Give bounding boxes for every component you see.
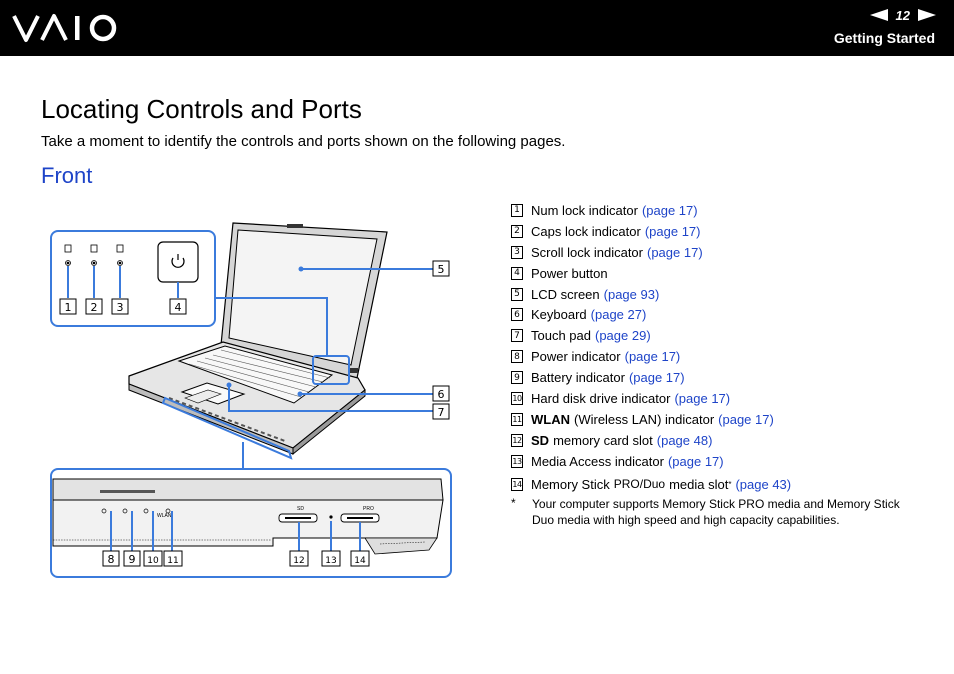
section-subtitle: Front xyxy=(41,163,93,188)
legend-item: 10 Hard disk drive indicator (page 17) xyxy=(512,390,731,406)
legend-number: 2 xyxy=(511,225,523,238)
svg-text:4: 4 xyxy=(174,301,182,314)
page-link[interactable]: (page 48) xyxy=(656,432,713,448)
footnote-marker: * xyxy=(728,479,732,489)
svg-text:10: 10 xyxy=(147,556,159,566)
legend-number: 14 xyxy=(512,479,522,489)
legend-item: 2 Caps lock indicator (page 17) xyxy=(511,221,931,242)
svg-text:7: 7 xyxy=(437,406,445,419)
callout-7 xyxy=(433,404,449,419)
page-link[interactable]: (page 43) xyxy=(735,476,792,492)
callout-14 xyxy=(351,551,369,566)
page-link[interactable]: (page 17) xyxy=(641,202,698,218)
callout-4 xyxy=(170,299,186,314)
page-link[interactable]: (page 17) xyxy=(628,370,685,386)
header-bar xyxy=(0,0,954,56)
legend-item: 7 Touch pad (page 29) xyxy=(511,325,931,346)
page-link[interactable]: (page 17) xyxy=(624,349,681,365)
callout-5 xyxy=(433,261,449,276)
triangle-right-icon[interactable] xyxy=(918,9,936,21)
svg-text:13: 13 xyxy=(325,556,337,566)
legend-item: 3 Scroll lock indicator (page 17) xyxy=(511,242,931,263)
section-label: Getting Started xyxy=(833,30,935,46)
legend-item: 5 LCD screen (page 93) xyxy=(511,284,931,305)
svg-text:PRO: PRO xyxy=(363,506,374,512)
callout-11 xyxy=(164,551,182,566)
svg-text:12: 12 xyxy=(293,556,305,566)
intro-text: Take a moment to identify the controls and ports shown on the following pages. xyxy=(41,133,566,150)
svg-text:11: 11 xyxy=(167,556,179,566)
scroll-lock-icon xyxy=(117,245,123,266)
power-button-icon xyxy=(158,242,198,282)
legend-item: 6 Keyboard (page 27) xyxy=(511,304,931,325)
callout-8 xyxy=(103,551,119,566)
vaio-logo xyxy=(12,12,122,44)
triangle-left-icon[interactable] xyxy=(870,9,888,21)
svg-text:14: 14 xyxy=(354,556,366,566)
legend-number: 7 xyxy=(511,329,523,342)
callout-1 xyxy=(60,299,76,314)
callout-9 xyxy=(124,551,140,566)
page-navigator xyxy=(870,6,936,24)
svg-text:1: 1 xyxy=(64,301,72,314)
callout-10 xyxy=(144,551,162,566)
parts-legend xyxy=(511,200,931,497)
svg-text:2: 2 xyxy=(90,301,98,314)
callout-6 xyxy=(433,386,449,401)
legend-number: 10 xyxy=(512,393,522,403)
legend-item: 8 Power indicator (page 17) xyxy=(511,346,931,367)
callout-12 xyxy=(290,551,308,566)
callout-3 xyxy=(112,299,128,314)
legend-item: 9 Battery indicator (page 17) xyxy=(511,367,931,388)
legend-item: 1 Num lock indicator (page 17) xyxy=(511,200,931,221)
svg-text:6: 6 xyxy=(437,388,445,401)
legend-number: 5 xyxy=(511,288,523,301)
laptop-front-figure xyxy=(45,220,465,585)
legend-item: 11 WLAN (Wireless LAN) indicator (page 17) xyxy=(512,411,774,427)
page-title: Locating Controls and Ports xyxy=(41,94,362,124)
svg-text:WLAN: WLAN xyxy=(157,513,172,519)
callout-13 xyxy=(322,551,340,566)
callout-2 xyxy=(86,299,102,314)
legend-number: 6 xyxy=(511,308,523,321)
legend-number: 11 xyxy=(512,414,522,424)
legend-number: 9 xyxy=(511,371,523,384)
page-link[interactable]: (page 29) xyxy=(595,328,651,344)
page-link[interactable]: (page 27) xyxy=(590,307,647,323)
page-link[interactable]: (page 93) xyxy=(603,286,660,302)
num-lock-icon xyxy=(65,245,71,266)
legend-number: 4 xyxy=(511,267,523,280)
legend-number: 12 xyxy=(512,435,522,445)
legend-number: 3 xyxy=(511,246,523,259)
page-link[interactable]: (page 17) xyxy=(644,223,701,239)
legend-item: 12 SD memory card slot (page 48) xyxy=(512,432,713,448)
page-number: 12 xyxy=(895,7,910,23)
page-link[interactable]: (page 17) xyxy=(647,244,703,260)
page-link[interactable]: (page 17) xyxy=(667,453,724,469)
legend-item: 4 Power button xyxy=(511,263,931,284)
svg-text:SD: SD xyxy=(297,506,304,512)
caps-lock-icon xyxy=(91,245,97,266)
svg-text:9: 9 xyxy=(128,553,136,566)
legend-number: 13 xyxy=(512,456,522,466)
legend-number: 1 xyxy=(511,204,523,217)
footnote-text: Your computer supports Memory Stick PRO media and Memory Stick Duo media with high speed and high capacity capabilities. xyxy=(532,497,900,527)
svg-text:8: 8 xyxy=(107,553,115,566)
legend-item: 13 Media Access indicator (page 17) xyxy=(512,453,724,469)
legend-number: 8 xyxy=(511,350,523,363)
footnote xyxy=(511,496,911,528)
legend-item: 14 Memory Stick PRO/Duo media slot * (page 43) xyxy=(512,476,792,492)
page-link[interactable]: (page 17) xyxy=(718,411,774,427)
footnote-mark: * xyxy=(511,496,516,510)
svg-text:5: 5 xyxy=(437,263,445,276)
page-link[interactable]: (page 17) xyxy=(674,390,731,406)
svg-text:3: 3 xyxy=(116,301,124,314)
